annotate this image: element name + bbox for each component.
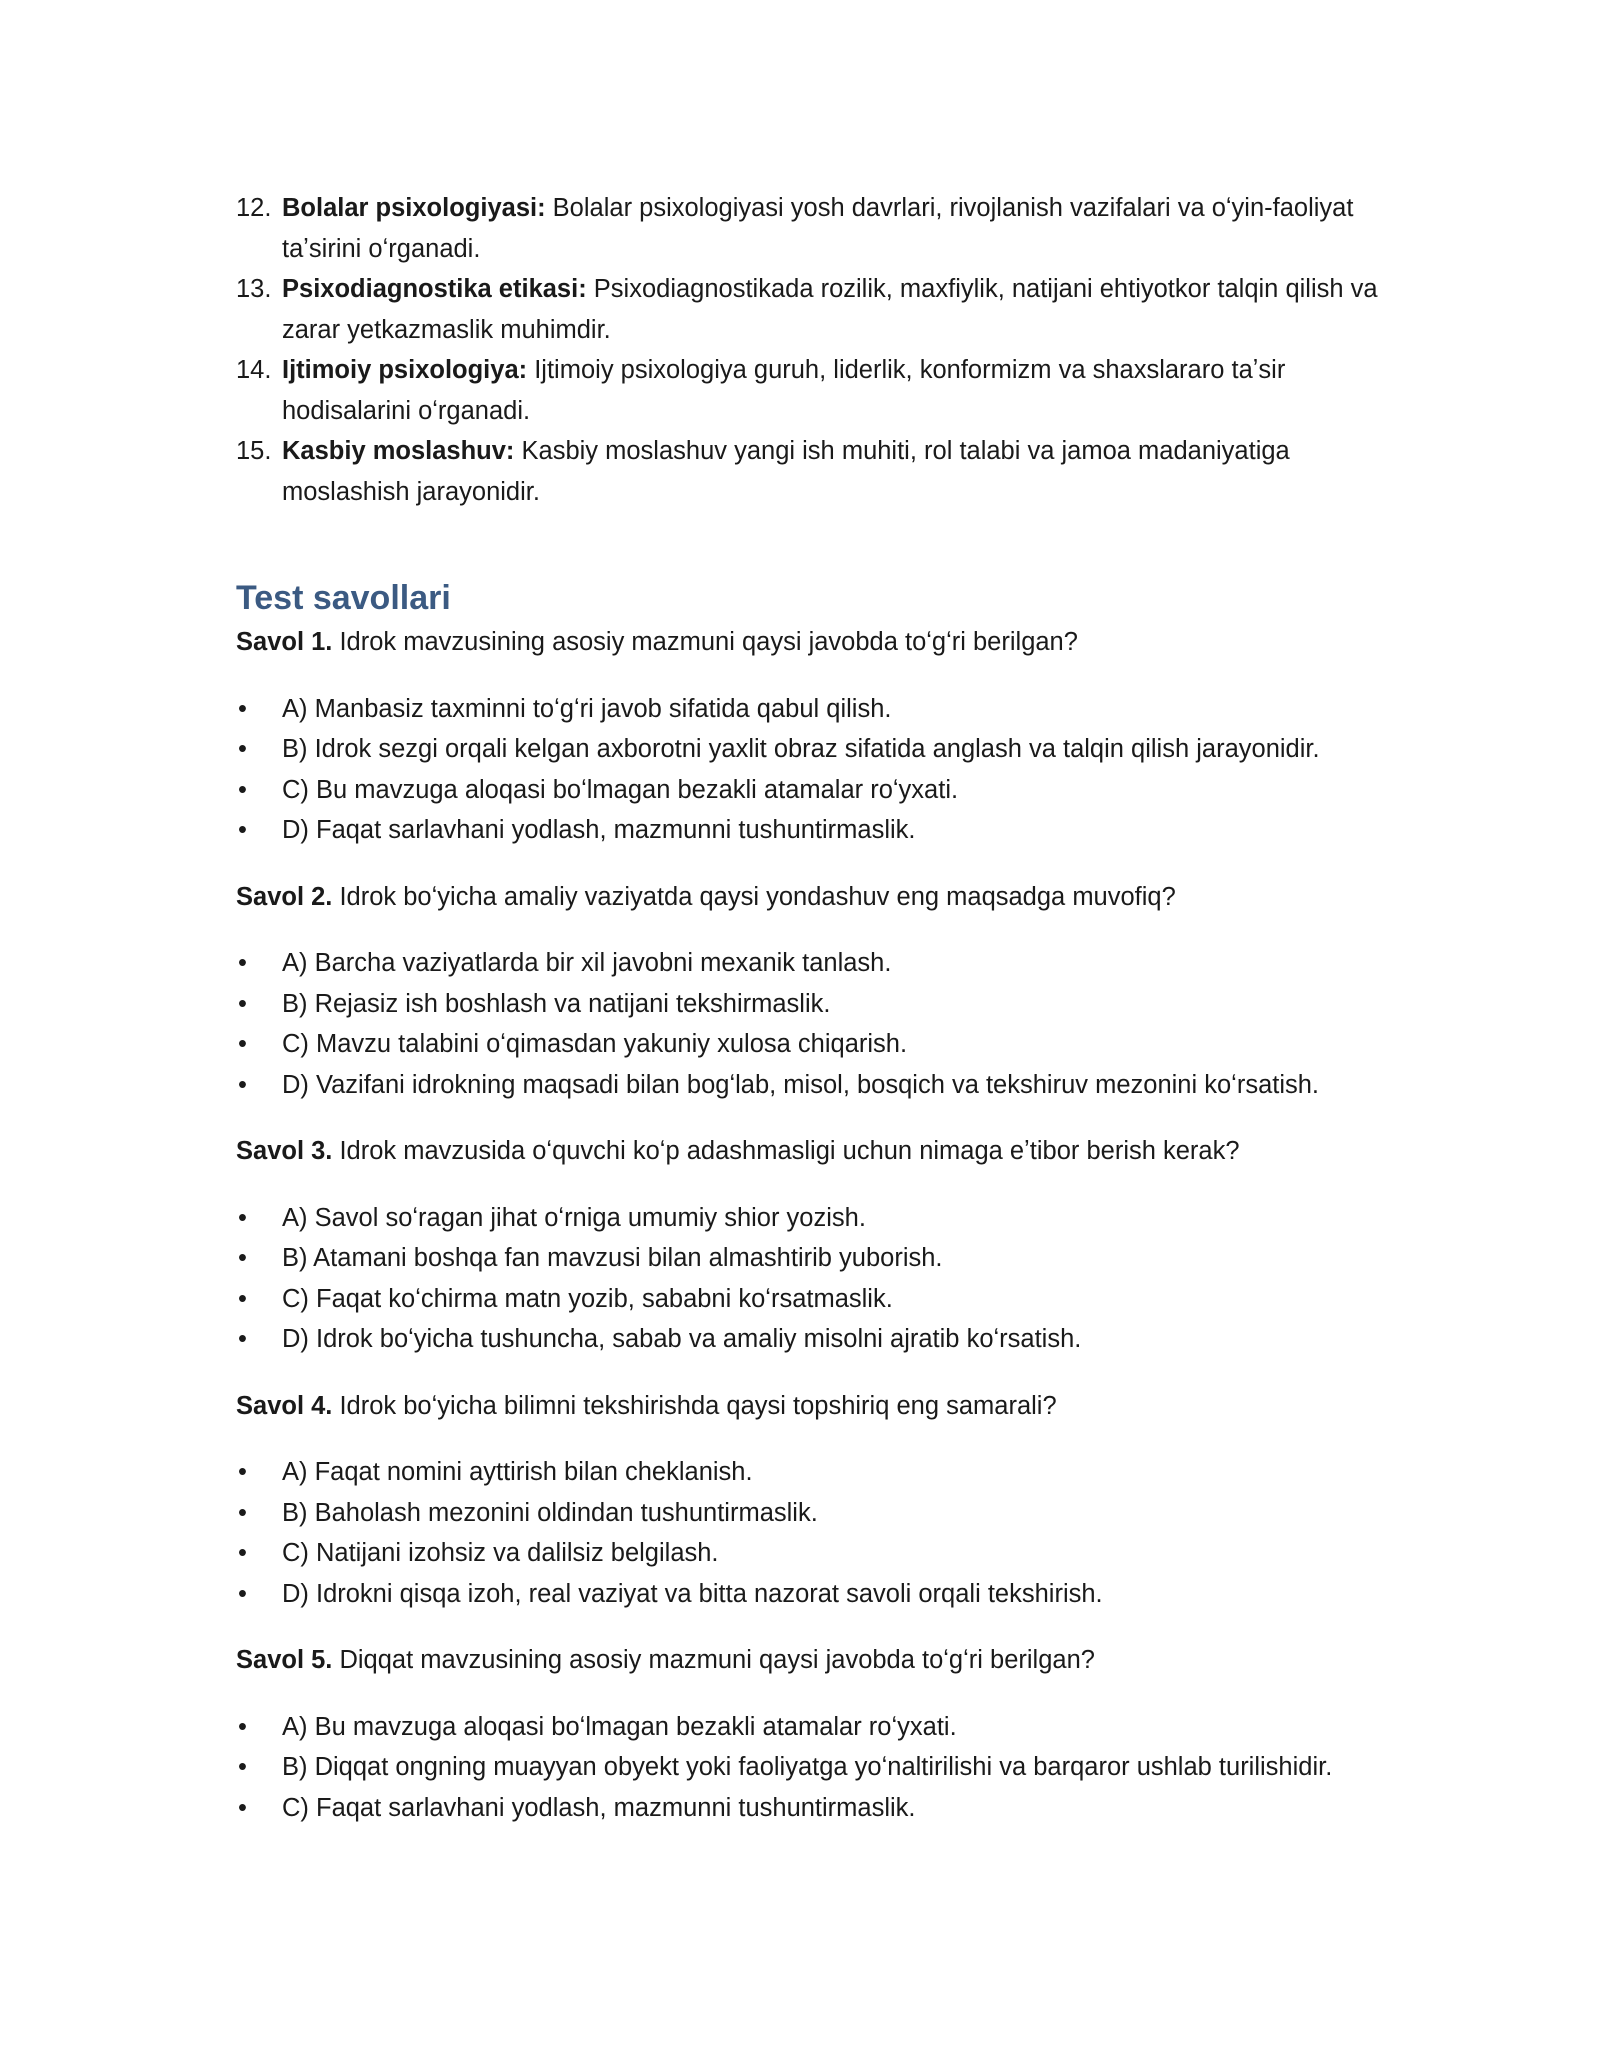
- bullet-icon: •: [238, 735, 247, 763]
- term-item: [236, 350, 1396, 431]
- answer-option: [236, 729, 1396, 770]
- answer-option: [236, 1024, 1396, 1065]
- question-label: Savol 4.: [236, 1391, 333, 1420]
- answer-option: [236, 1198, 1396, 1239]
- question-label: Savol 5.: [236, 1646, 333, 1674]
- question: [236, 622, 1396, 663]
- term-item: [236, 431, 1396, 512]
- bullet-icon: •: [238, 1284, 247, 1313]
- bullet-icon: •: [238, 1030, 247, 1058]
- term-list: [236, 188, 1396, 512]
- option-text: A) Savol soʻragan jihat oʻrniga umumiy shior yozish.: [282, 1203, 866, 1232]
- term-item: [236, 269, 1396, 350]
- option-text: C) Natijani izohsiz va dalilsiz belgilash.: [282, 1539, 719, 1567]
- bullet-icon: •: [238, 989, 247, 1018]
- answer-option: [236, 1493, 1396, 1534]
- question: [236, 1386, 1396, 1427]
- term-definition: Psixodiagnostikada rozilik, maxfiylik, natijani ehtiyotkor talqin qilish va zarar yetkazmaslik muhimdir.: [282, 275, 1378, 344]
- option-text: D) Idrokni qisqa izoh, real vaziyat va bitta nazorat savoli orqali tekshirish.: [282, 1579, 1103, 1608]
- answer-option: [236, 1238, 1396, 1279]
- question: [236, 877, 1396, 918]
- answer-option: [236, 770, 1396, 811]
- question-label: Savol 3.: [236, 1137, 333, 1165]
- answer-option: [236, 1707, 1396, 1748]
- bullet-icon: •: [238, 694, 247, 723]
- bullet-icon: •: [238, 1325, 247, 1353]
- option-text: C) Bu mavzuga aloqasi boʻlmagan bezakli atamalar roʻyxati.: [282, 775, 959, 804]
- answer-option: [236, 1065, 1396, 1106]
- term-definition: Kasbiy moslashuv yangi ish muhiti, rol talabi va jamoa madaniyatiga moslashish jarayonidir.: [282, 437, 1290, 506]
- bullet-icon: •: [238, 1579, 247, 1608]
- option-text: A) Manbasiz taxminni toʻgʻri javob sifatida qabul qilish.: [282, 694, 892, 723]
- page-content: [236, 188, 1396, 1854]
- answer-option: [236, 1533, 1396, 1574]
- term-item: [236, 188, 1396, 269]
- answer-option: [236, 984, 1396, 1025]
- option-text: D) Faqat sarlavhani yodlash, mazmunni tushuntirmaslik.: [282, 816, 916, 844]
- term-title: Ijtimoiy psixologiya:: [282, 356, 528, 384]
- term-title: Bolalar psixologiyasi:: [282, 194, 546, 222]
- option-text: C) Faqat koʻchirma matn yozib, sababni koʻrsatmaslik.: [282, 1284, 893, 1313]
- item-number: 14.: [236, 356, 272, 384]
- option-text: D) Vazifani idrokning maqsadi bilan bogʻlab, misol, bosqich va tekshiruv mezonini koʻrsatish.: [282, 1070, 1320, 1099]
- term-definition: Ijtimoiy psixologiya guruh, liderlik, konformizm va shaxslararo taʼsir hodisalarini oʻrganadi.: [282, 356, 1286, 425]
- section-heading: Test savollari: [236, 579, 451, 617]
- item-number: 15.: [236, 437, 272, 465]
- bullet-icon: •: [238, 1793, 247, 1822]
- bullet-icon: •: [238, 775, 247, 804]
- answer-option: [236, 1279, 1396, 1320]
- question-text: Diqqat mavzusining asosiy mazmuni qaysi javobda toʻgʻri berilgan?: [332, 1646, 1095, 1674]
- answer-options: [236, 1452, 1396, 1614]
- option-text: C) Faqat sarlavhani yodlash, mazmunni tushuntirmaslik.: [282, 1793, 916, 1822]
- question: [236, 1640, 1396, 1681]
- item-number: 13.: [236, 275, 272, 303]
- term-title: Kasbiy moslashuv:: [282, 437, 515, 465]
- answer-options: [236, 943, 1396, 1105]
- answer-option: [236, 689, 1396, 730]
- bullet-icon: •: [238, 1712, 247, 1741]
- answer-option: [236, 1747, 1396, 1788]
- answer-options: [236, 1707, 1396, 1829]
- bullet-icon: •: [238, 949, 247, 977]
- question-text: Idrok boʻyicha bilimni tekshirishda qaysi topshiriq eng samarali?: [332, 1391, 1057, 1420]
- answer-options: [236, 1198, 1396, 1360]
- option-text: D) Idrok boʻyicha tushuncha, sabab va amaliy misolni ajratib koʻrsatish.: [282, 1325, 1082, 1353]
- option-text: B) Idrok sezgi orqali kelgan axborotni yaxlit obraz sifatida anglash va talqin qilish jarayonidir.: [282, 735, 1320, 763]
- option-text: C) Mavzu talabini oʻqimasdan yakuniy xulosa chiqarish.: [282, 1030, 908, 1058]
- item-number: 12.: [236, 194, 272, 222]
- answer-option: [236, 943, 1396, 984]
- answer-option: [236, 1574, 1396, 1615]
- bullet-icon: •: [238, 1244, 247, 1272]
- answer-option: [236, 1452, 1396, 1493]
- answer-option: [236, 1319, 1396, 1360]
- question-label: Savol 1.: [236, 628, 333, 656]
- question-label: Savol 2.: [236, 882, 333, 911]
- option-text: A) Faqat nomini ayttirish bilan cheklanish.: [282, 1458, 753, 1486]
- bullet-icon: •: [238, 1203, 247, 1232]
- option-text: B) Rejasiz ish boshlash va natijani tekshirmaslik.: [282, 989, 831, 1018]
- bullet-icon: •: [238, 816, 247, 844]
- term-title: Psixodiagnostika etikasi:: [282, 275, 587, 303]
- bullet-icon: •: [238, 1539, 247, 1567]
- question-text: Idrok mavzusining asosiy mazmuni qaysi javobda toʻgʻri berilgan?: [332, 628, 1078, 656]
- answer-option: [236, 810, 1396, 851]
- bullet-icon: •: [238, 1458, 247, 1486]
- option-text: B) Atamani boshqa fan mavzusi bilan almashtirib yuborish.: [282, 1244, 943, 1272]
- answer-option: [236, 1788, 1396, 1829]
- question-text: Idrok mavzusida oʻquvchi koʻp adashmasligi uchun nimaga eʼtibor berish kerak?: [332, 1137, 1240, 1165]
- bullet-icon: •: [238, 1753, 247, 1781]
- option-text: B) Baholash mezonini oldindan tushuntirmaslik.: [282, 1498, 818, 1527]
- question-text: Idrok boʻyicha amaliy vaziyatda qaysi yondashuv eng maqsadga muvofiq?: [332, 882, 1176, 911]
- question: [236, 1131, 1396, 1172]
- option-text: B) Diqqat ongning muayyan obyekt yoki faoliyatga yoʻnaltirilishi va barqaror ushlab turilishidir.: [282, 1753, 1333, 1781]
- term-definition: Bolalar psixologiyasi yosh davrlari, rivojlanish vazifalari va oʻyin-faoliyat taʼsirini oʻrganadi.: [282, 194, 1354, 263]
- answer-options: [236, 689, 1396, 851]
- bullet-icon: •: [238, 1498, 247, 1527]
- option-text: A) Barcha vaziyatlarda bir xil javobni mexanik tanlash.: [282, 949, 892, 977]
- option-text: A) Bu mavzuga aloqasi boʻlmagan bezakli atamalar roʻyxati.: [282, 1712, 957, 1741]
- bullet-icon: •: [238, 1070, 247, 1099]
